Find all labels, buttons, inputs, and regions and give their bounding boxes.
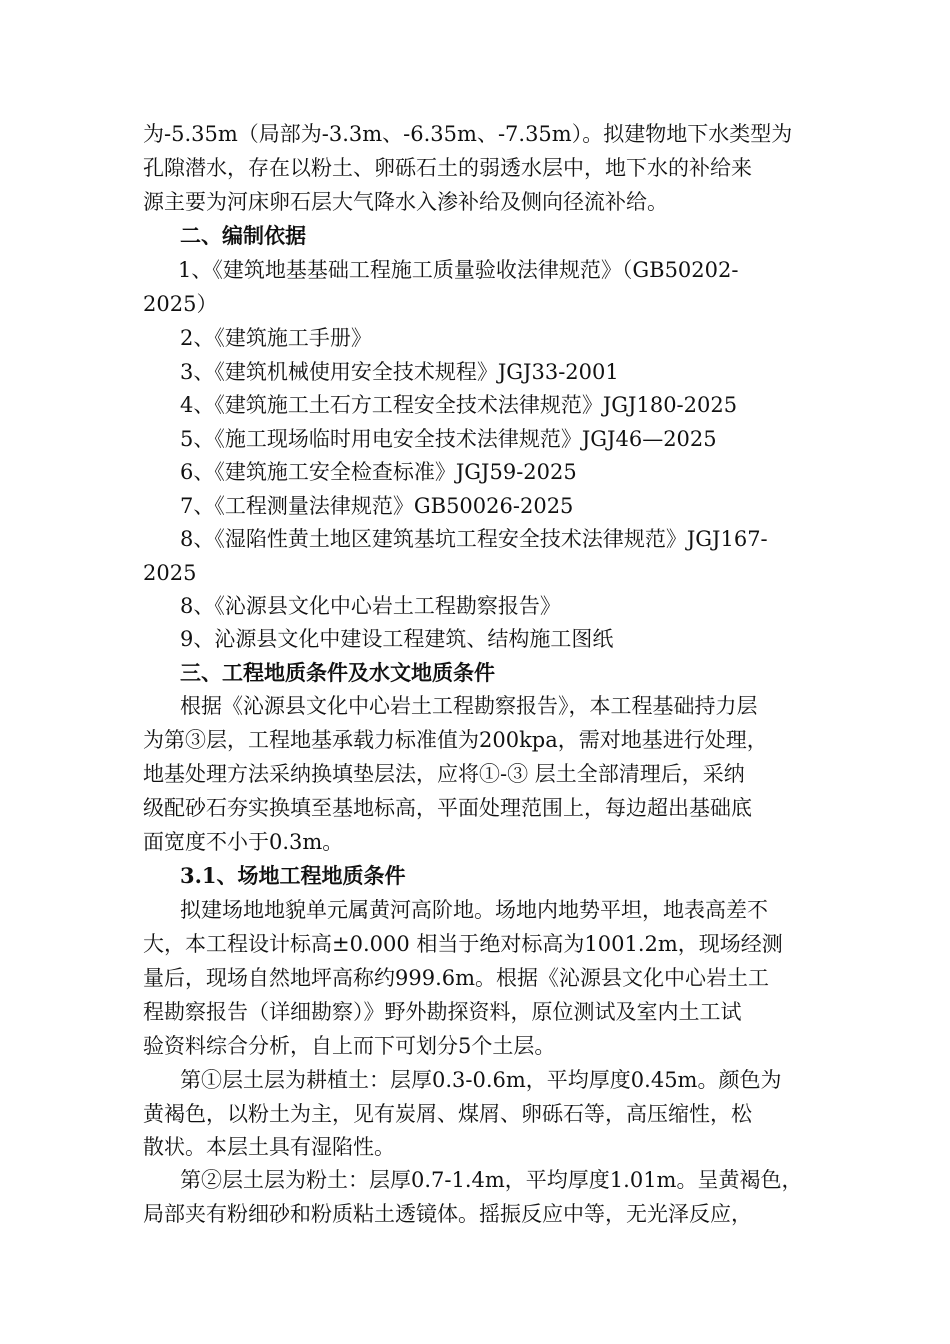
reference-item: 2、《建筑施工手册》 bbox=[180, 326, 372, 350]
paragraph-line: 第①层土层为耕植土：层厚0.3-0.6m，平均厚度0.45m。颜色为 bbox=[180, 1068, 782, 1092]
paragraph-line: 量后，现场自然地坪高称约999.6m。根据《沁源县文化中心岩土工 bbox=[143, 966, 770, 990]
paragraph-line: 为-5.35m（局部为-3.3m、-6.35m、-7.35m）。拟建物地下水类型为 bbox=[143, 122, 793, 146]
paragraph-line: 局部夹有粉细砂和粉质粘土透镜体。摇振反应中等，无光泽反应， bbox=[143, 1202, 752, 1226]
paragraph-line: 黄褐色，以粉土为主，见有炭屑、煤屑、卵砾石等，高压缩性，松 bbox=[143, 1102, 752, 1126]
reference-item: 3、《建筑机械使用安全技术规程》JGJ33-2001 bbox=[180, 360, 619, 384]
paragraph-line: 地基处理方法采纳换填垫层法，应将①-③ 层土全部清理后，采纳 bbox=[143, 762, 745, 786]
paragraph-line: 根据《沁源县文化中心岩土工程勘察报告》，本工程基础持力层 bbox=[180, 694, 758, 718]
paragraph-line: 级配砂石夯实换填至基地标高，平面处理范围上，每边超出基础底 bbox=[143, 796, 752, 820]
paragraph-line: 程勘察报告（详细勘察）》野外勘探资料，原位测试及室内土工试 bbox=[143, 1000, 742, 1024]
reference-item: 4、《建筑施工土石方工程安全技术法律规范》JGJ180-2025 bbox=[180, 393, 738, 417]
reference-item-continued: 2025 bbox=[143, 561, 197, 585]
reference-item: 8、《湿陷性黄土地区建筑基坑工程安全技术法律规范》JGJ167- bbox=[180, 527, 768, 551]
reference-item: 1、《建筑地基基础工程施工质量验收法律规范》（GB50202- bbox=[178, 258, 739, 282]
reference-item: 9、沁源县文化中建设工程建筑、结构施工图纸 bbox=[180, 627, 614, 651]
paragraph-line: 面宽度不小于0.3m。 bbox=[143, 830, 344, 854]
section-heading: 三、工程地质条件及水文地质条件 bbox=[180, 660, 495, 685]
paragraph-line: 第②层土层为粉土：层厚0.7-1.4m，平均厚度1.01m。呈黄褐色， bbox=[180, 1168, 803, 1192]
section-heading: 二、编制依据 bbox=[180, 223, 306, 248]
paragraph-line: 散状。本层土具有湿陷性。 bbox=[143, 1135, 395, 1159]
reference-item-continued: 2025） bbox=[143, 292, 218, 316]
subsection-heading: 3.1、场地工程地质条件 bbox=[180, 863, 406, 888]
paragraph-line: 验资料综合分析，自上而下可划分5个土层。 bbox=[143, 1034, 556, 1058]
paragraph-line: 孔隙潜水，存在以粉土、卵砾石土的弱透水层中，地下水的补给来 bbox=[143, 156, 752, 180]
paragraph-line: 大，本工程设计标高±0.000 相当于绝对标高为1001.2m，现场经测 bbox=[143, 932, 783, 956]
reference-item: 8、《沁源县文化中心岩土工程勘察报告》 bbox=[180, 594, 561, 618]
reference-item: 7、《工程测量法律规范》GB50026-2025 bbox=[180, 494, 574, 518]
paragraph-line: 拟建场地地貌单元属黄河高阶地。场地内地势平坦，地表高差不 bbox=[180, 898, 768, 922]
reference-item: 5、《施工现场临时用电安全技术法律规范》JGJ46—2025 bbox=[180, 427, 717, 451]
reference-item: 6、《建筑施工安全检查标准》JGJ59-2025 bbox=[180, 460, 577, 484]
paragraph-line: 源主要为河床卵石层大气降水入渗补给及侧向径流补给。 bbox=[143, 190, 668, 214]
paragraph-line: 为第③层，工程地基承载力标准值为200kpa，需对地基进行处理， bbox=[143, 728, 768, 752]
